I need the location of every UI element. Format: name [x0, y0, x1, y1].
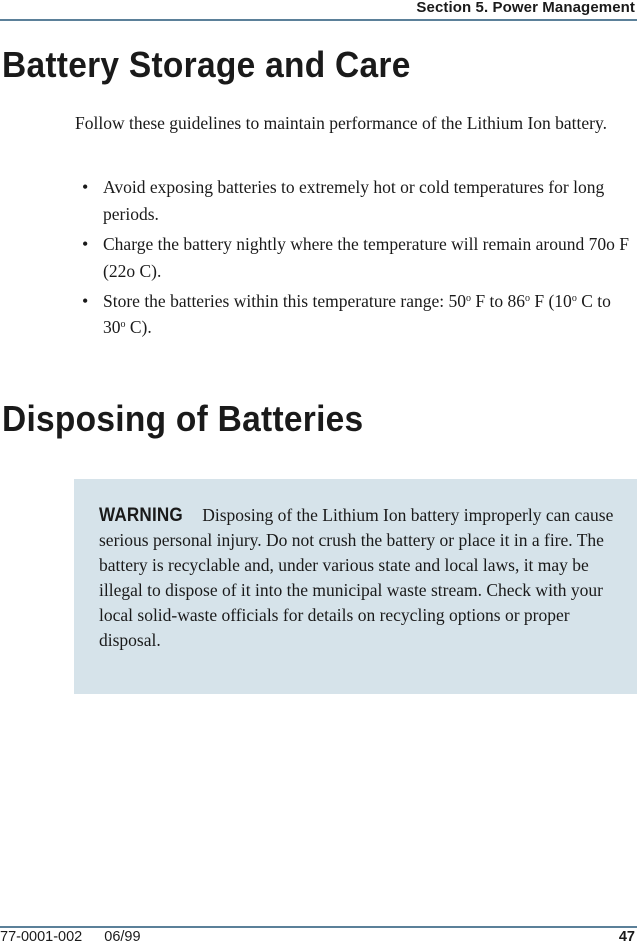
degree-mark: o [120, 319, 126, 330]
header-rule [0, 19, 637, 21]
doc-number: 77-0001-002 [0, 929, 83, 945]
section-title-storage: Battery Storage and Care [2, 44, 411, 85]
footer-rule [0, 926, 637, 928]
list-item [75, 174, 635, 228]
degree-mark: o [571, 293, 577, 304]
list-item-text: Charge the battery nightly where the temperature will remain around 70o F (22o C). [103, 234, 629, 281]
list-item [75, 288, 635, 340]
intro-paragraph: Follow these guidelines to maintain performance of the Lithium Ion battery. [75, 113, 607, 133]
degree-mark: o [466, 293, 472, 304]
warning-paragraph [99, 503, 629, 653]
list-item [75, 231, 635, 285]
warning-text: Disposing of the Lithium Ion battery improperly can cause serious personal injury. Do not crush the battery or place it in a fire. The battery is recyclable and, under various state and local laws, it may be illegal to dispose of it into the municipal waste stream. Check with your local solid-waste officials for details on recycling options or proper disposal. [99, 505, 614, 650]
warning-box [74, 479, 637, 694]
degree-mark: o [525, 293, 530, 304]
running-header: Section 5. Power Management [416, 0, 635, 16]
list-item-text: Store the batteries within this temperature range: 50$^o$ F to 86$^o$ F (10$^o$ C to 30$^o$ C). [103, 291, 611, 337]
guidelines-list [75, 174, 635, 343]
bullet-icon: • [82, 234, 89, 254]
footer-doc-info [0, 929, 141, 945]
warning-label: WARNING [99, 505, 183, 526]
doc-date: 06/99 [104, 929, 141, 945]
bullet-icon: • [82, 177, 89, 197]
section-title-disposal: Disposing of Batteries [2, 398, 364, 439]
list-item-text: Avoid exposing batteries to extremely hot or cold temperatures for long periods. [103, 177, 605, 224]
page-number: 47 [618, 929, 635, 945]
bullet-icon: • [82, 291, 89, 311]
